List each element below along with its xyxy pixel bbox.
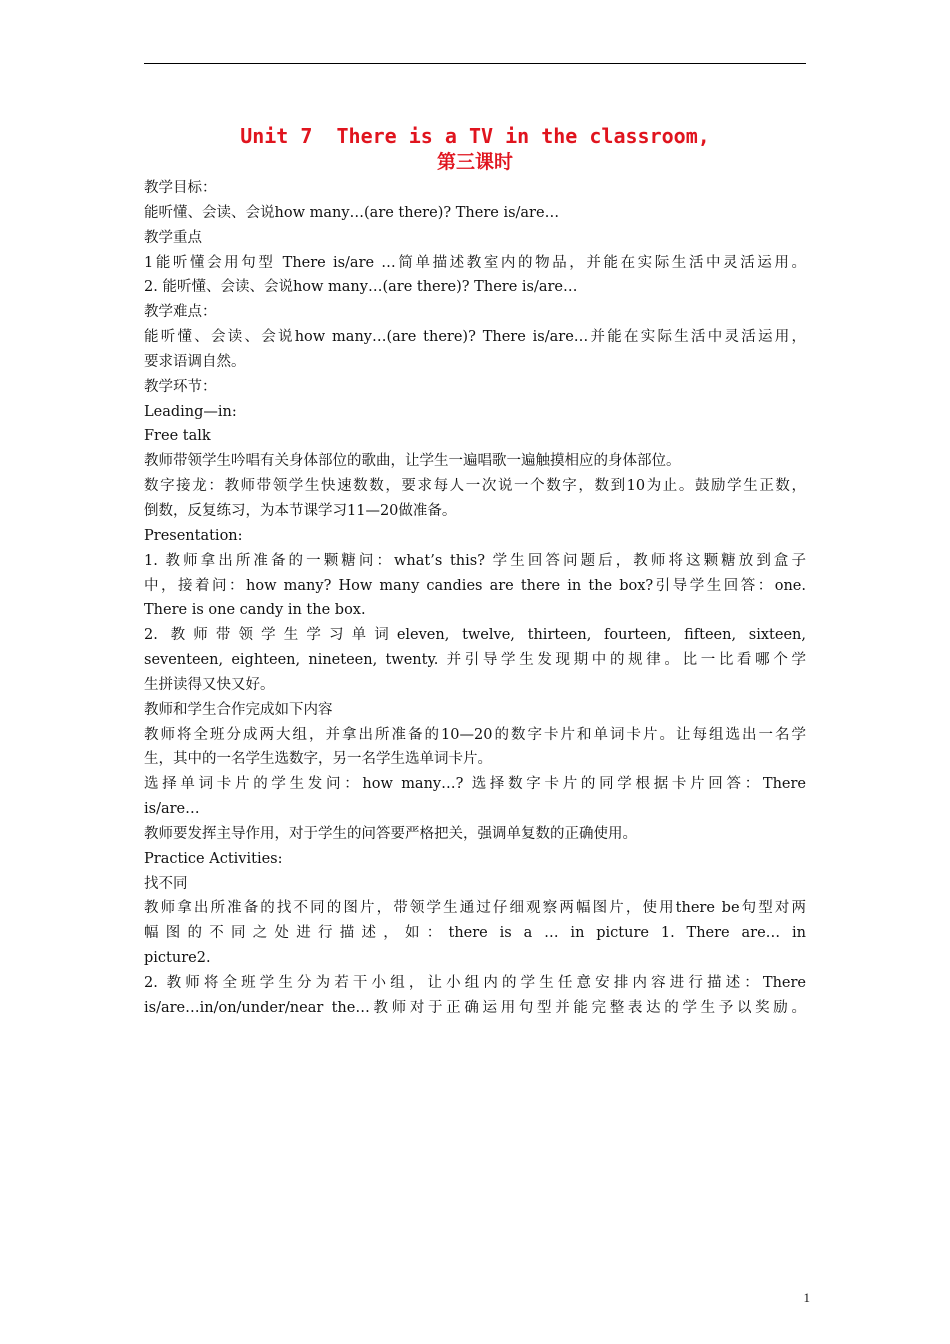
- text-line: picture2.: [144, 950, 211, 967]
- text-line: Leading—in:: [144, 403, 237, 420]
- text-line: Free talk: [144, 428, 211, 445]
- title-lesson: 第三课时: [436, 151, 513, 173]
- page-number: 1: [803, 1290, 810, 1305]
- text-line: 教学重点: [144, 229, 202, 246]
- text-line: 教师要发挥主导作用，对于学生的问答要严格把关，强调单复数的正确使用。: [144, 825, 637, 842]
- text-line: Practice Activities:: [144, 850, 283, 867]
- text-line: 能听懂、会读、会说how many…(are there)? There is/are…并能在实际生活中灵活运用，: [144, 329, 806, 346]
- text-line: 教学环节：: [144, 378, 217, 395]
- text-line: 教师带领学生吟唱有关身体部位的歌曲，让学生一遍唱歌一遍触摸相应的身体部位。: [144, 453, 681, 470]
- text-line: 教学目标：: [144, 180, 217, 196]
- text-line: 2. 教师带领学生学习单词eleven, twelve, thirteen, fourteen, fifteen, sixteen,: [144, 627, 806, 644]
- text-line: 教师将全班分成两大组，并拿出所准备的10—20的数字卡片和单词卡片。让每组选出一名学: [144, 726, 806, 743]
- document-body: [144, 176, 806, 1021]
- text-line: 找不同: [144, 875, 188, 892]
- text-line: 生拼读得又快又好。: [144, 676, 275, 693]
- text-line: 2. 教师将全班学生分为若干小组，让小组内的学生任意安排内容进行描述：There: [144, 975, 806, 991]
- text-line: 生，其中的一名学生选数字，另一名学生选单词卡片。: [144, 751, 492, 768]
- text-line: 中，接着问：how many? How many candies are there in the box?引导学生回答：one.: [144, 577, 806, 594]
- text-line: 教学难点：: [144, 304, 217, 321]
- text-line: 倒数，反复练习，为本节课学习11—20做准备。: [144, 502, 457, 519]
- text-line: 选择单词卡片的学生发问：how many…? 选择数字卡片的同学根据卡片回答：There: [144, 776, 806, 793]
- text-line: 1能听懂会用句型 There is/are …简单描述教室内的物品，并能在实际生活中灵活运用。: [144, 254, 806, 271]
- document-title: [144, 122, 806, 174]
- text-line: is/are…: [144, 801, 200, 818]
- header-rule: [144, 63, 806, 64]
- text-line: 教师拿出所准备的找不同的图片，带领学生通过仔细观察两幅图片，使用there be句型对两: [144, 900, 806, 917]
- text-line: 能听懂、会读、会说how many…(are there)? There is/are…: [144, 204, 560, 221]
- text-line: There is one candy in the box.: [144, 602, 366, 619]
- text-line: 要求语调自然。: [144, 353, 246, 370]
- text-line: Presentation:: [144, 527, 243, 544]
- text-line: is/are…in/on/under/near the…教师对于正确运用句型并能完整表达的学生予以奖励。: [144, 999, 806, 1016]
- text-line: 2. 能听懂、会读、会说how many…(are there)? There is/are…: [144, 279, 578, 296]
- text-line: seventeen, eighteen, nineteen, twenty. 并引导学生发现期中的规律。比一比看哪个学: [144, 652, 806, 669]
- text-line: 教师和学生合作完成如下内容: [144, 701, 333, 718]
- text-line: 幅图的不同之处进行描述，如：there is a … in picture 1. There are… in: [144, 925, 806, 942]
- text-line: 1. 教师拿出所准备的一颗糖问：what’s this? 学生回答问题后，教师将这颗糖放到盒子: [144, 552, 806, 569]
- text-line: 数字接龙：教师带领学生快速数数，要求每人一次说一个数字，数到10为止。鼓励学生正数，: [144, 478, 806, 495]
- title-unit: Unit 7 There is a TV in the classroom,: [240, 124, 710, 148]
